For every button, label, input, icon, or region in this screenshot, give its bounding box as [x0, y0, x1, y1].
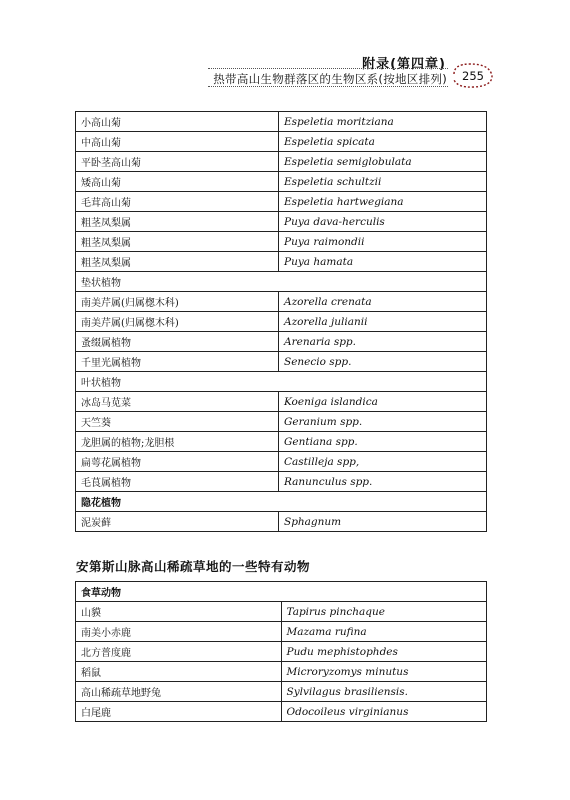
common-name-cell: 矮高山菊	[76, 172, 279, 192]
section-header-cell: 叶状植物	[76, 372, 487, 392]
section-header-cell: 隐花植物	[76, 492, 487, 512]
latin-name-text: Sylvilagus brasiliensis.	[286, 685, 409, 698]
latin-name-text: Espeletia spicata	[284, 135, 375, 148]
latin-name-suffix: spp.	[346, 475, 373, 488]
latin-name-cell	[279, 412, 487, 432]
latin-name-cell	[279, 172, 487, 192]
table-row	[76, 152, 487, 172]
common-name-cell: 毛茛属植物	[76, 472, 279, 492]
latin-name-text: Espeletia moritziana	[284, 115, 394, 128]
latin-name-text: Puya raimondii	[284, 235, 365, 248]
table-row	[76, 702, 487, 722]
common-name-cell: 蚤缀属植物	[76, 332, 279, 352]
latin-name-cell	[279, 312, 487, 332]
table-row	[76, 432, 487, 452]
table-row	[76, 232, 487, 252]
common-name-cell: 高山稀疏草地野兔	[76, 682, 282, 702]
common-name-cell: 冰岛马苋菜	[76, 392, 279, 412]
table-row	[76, 352, 487, 372]
latin-name-text: Microryzomys minutus	[286, 665, 409, 678]
common-name-cell: 南美小赤鹿	[76, 622, 282, 642]
common-name-cell: 粗茎凤梨属	[76, 252, 279, 272]
latin-name-cell	[279, 392, 487, 412]
table-row	[76, 472, 487, 492]
latin-name-text: Senecio	[284, 355, 326, 368]
latin-name-text: Sphagnum	[284, 515, 342, 528]
section-header-cell: 食草动物	[76, 582, 487, 602]
plants-table	[75, 111, 487, 532]
table-row	[76, 682, 487, 702]
latin-name-cell	[281, 642, 487, 662]
latin-name-suffix: spp.	[336, 415, 363, 428]
latin-name-cell	[281, 682, 487, 702]
latin-name-suffix: spp.	[330, 335, 356, 348]
table-row	[76, 312, 487, 332]
latin-name-text: Espeletia schultzii	[284, 175, 382, 188]
common-name-cell: 中高山菊	[76, 132, 279, 152]
latin-name-cell	[279, 352, 487, 372]
common-name-cell: 扁萼花属植物	[76, 452, 279, 472]
latin-name-text: Arenaria	[284, 335, 331, 348]
common-name-cell: 泥炭藓	[76, 512, 279, 532]
latin-name-text: Castilleja	[284, 455, 334, 468]
common-name-cell: 千里光属植物	[76, 352, 279, 372]
section-header-row	[76, 582, 487, 602]
section-header-cell: 垫状植物	[76, 272, 487, 292]
latin-name-cell	[279, 452, 487, 472]
common-name-cell: 粗茎凤梨属	[76, 232, 279, 252]
latin-name-cell	[279, 292, 487, 312]
latin-name-cell	[281, 702, 487, 722]
latin-name-text: Azorella crenata	[284, 295, 372, 308]
table-row	[76, 452, 487, 472]
latin-name-text: Espeletia semiglobulata	[284, 155, 412, 168]
latin-name-text: Mazama rufina	[286, 625, 367, 638]
table-row	[76, 192, 487, 212]
section-header-row	[76, 372, 487, 392]
latin-name-text: Azorella julianii	[284, 315, 368, 328]
common-name-cell: 北方普度鹿	[76, 642, 282, 662]
table-row	[76, 602, 487, 622]
latin-name-cell	[279, 252, 487, 272]
table-row	[76, 252, 487, 272]
latin-name-text: Gentiana	[284, 435, 333, 448]
chapter-title: 附录(第四章)	[362, 57, 446, 72]
latin-name-text: Ranunculus	[284, 475, 347, 488]
animals-table-caption: 安第斯山脉高山稀疏草地的一些特有动物	[76, 559, 311, 574]
common-name-cell: 稻鼠	[76, 662, 282, 682]
dotted-rule	[208, 86, 448, 87]
table-row	[76, 112, 487, 132]
latin-name-text: Odocoileus virginianus	[286, 705, 409, 718]
running-title: 热带高山生物群落区的生物区系(按地区排列)	[213, 72, 447, 86]
section-header-row	[76, 272, 487, 292]
common-name-cell: 南美芹属(归属楤木科)	[76, 312, 279, 332]
table-row	[76, 512, 487, 532]
table-row	[76, 642, 487, 662]
table-row	[76, 412, 487, 432]
page-number	[456, 66, 490, 86]
page-number-text: 255	[462, 69, 484, 83]
latin-name-suffix: spp.	[325, 355, 352, 368]
table-row	[76, 132, 487, 152]
table-row	[76, 392, 487, 412]
latin-name-suffix: spp,	[333, 455, 360, 468]
common-name-cell: 龙胆属的植物;龙胆根	[76, 432, 279, 452]
latin-name-cell	[279, 132, 487, 152]
latin-name-cell	[279, 512, 487, 532]
common-name-cell: 白尾鹿	[76, 702, 282, 722]
latin-name-cell	[281, 602, 487, 622]
table-row	[76, 212, 487, 232]
table-row	[76, 292, 487, 312]
latin-name-text: Puya hamata	[284, 255, 354, 268]
latin-name-cell	[279, 212, 487, 232]
common-name-cell: 南美芹属(归属楤木科)	[76, 292, 279, 312]
latin-name-text: Pudu mephistophdes	[286, 645, 398, 658]
latin-name-cell	[279, 472, 487, 492]
latin-name-cell	[279, 192, 487, 212]
page-header	[0, 0, 570, 100]
latin-name-text: Puya dava-herculis	[284, 215, 385, 228]
common-name-cell: 粗茎凤梨属	[76, 212, 279, 232]
table-row	[76, 332, 487, 352]
latin-name-text: Tapirus pinchaque	[286, 605, 385, 618]
dotted-rule	[208, 68, 448, 69]
latin-name-cell	[279, 432, 487, 452]
common-name-cell: 小高山菊	[76, 112, 279, 132]
table-row	[76, 662, 487, 682]
latin-name-cell	[279, 232, 487, 252]
latin-name-text: Espeletia hartwegiana	[284, 195, 404, 208]
common-name-cell: 毛茸高山菊	[76, 192, 279, 212]
table-row	[76, 622, 487, 642]
latin-name-cell	[281, 662, 487, 682]
latin-name-cell	[281, 622, 487, 642]
table-row	[76, 172, 487, 192]
latin-name-cell	[279, 112, 487, 132]
latin-name-text: Geranium	[284, 415, 337, 428]
animals-table	[75, 581, 487, 722]
common-name-cell: 天竺葵	[76, 412, 279, 432]
common-name-cell: 平卧茎高山菊	[76, 152, 279, 172]
latin-name-suffix: spp.	[332, 435, 358, 448]
latin-name-text: Koeniga islandica	[284, 395, 378, 408]
section-header-row	[76, 492, 487, 512]
latin-name-cell	[279, 152, 487, 172]
common-name-cell: 山貘	[76, 602, 282, 622]
latin-name-cell	[279, 332, 487, 352]
